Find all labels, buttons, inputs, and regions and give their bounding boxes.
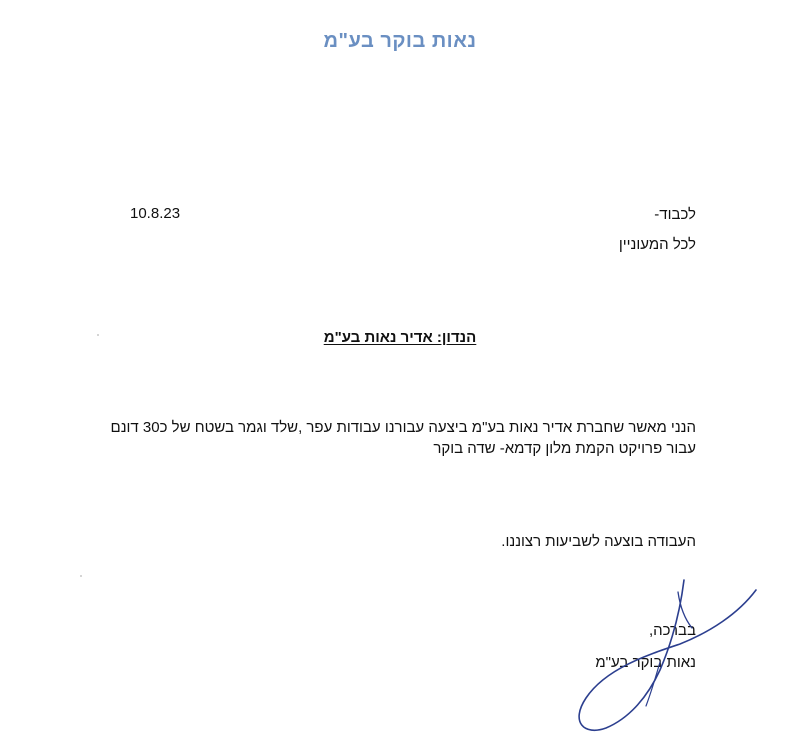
work-approval-statement: העבודה בוצעה לשביעות רצוננו.	[501, 533, 696, 550]
closing-greeting: בברכה,	[648, 622, 696, 639]
letter-subject: הנדון: אדיר נאות בע"מ	[323, 329, 477, 346]
body-line-1: הנני מאשר שחברת אדיר נאות בע"מ ביצעה עבורנו עבודות עפר ,שלד וגמר בשטח של כ30 דונם	[110, 419, 696, 436]
salutation: לכבוד-	[654, 206, 696, 223]
scan-speck	[80, 575, 82, 577]
body-line-2: עבור פרויקט הקמת מלון קדמא- שדה בוקר	[433, 440, 696, 457]
letter-body	[110, 417, 696, 459]
signer-name: נאות בוקר בע"מ	[595, 654, 696, 671]
scan-speck	[97, 334, 99, 336]
letter-date: 10.8.23	[130, 205, 181, 222]
recipients: לכל המעוניין	[618, 236, 696, 253]
handwritten-signature	[560, 572, 770, 732]
company-letterhead: נאות בוקר בע"מ	[323, 30, 477, 52]
